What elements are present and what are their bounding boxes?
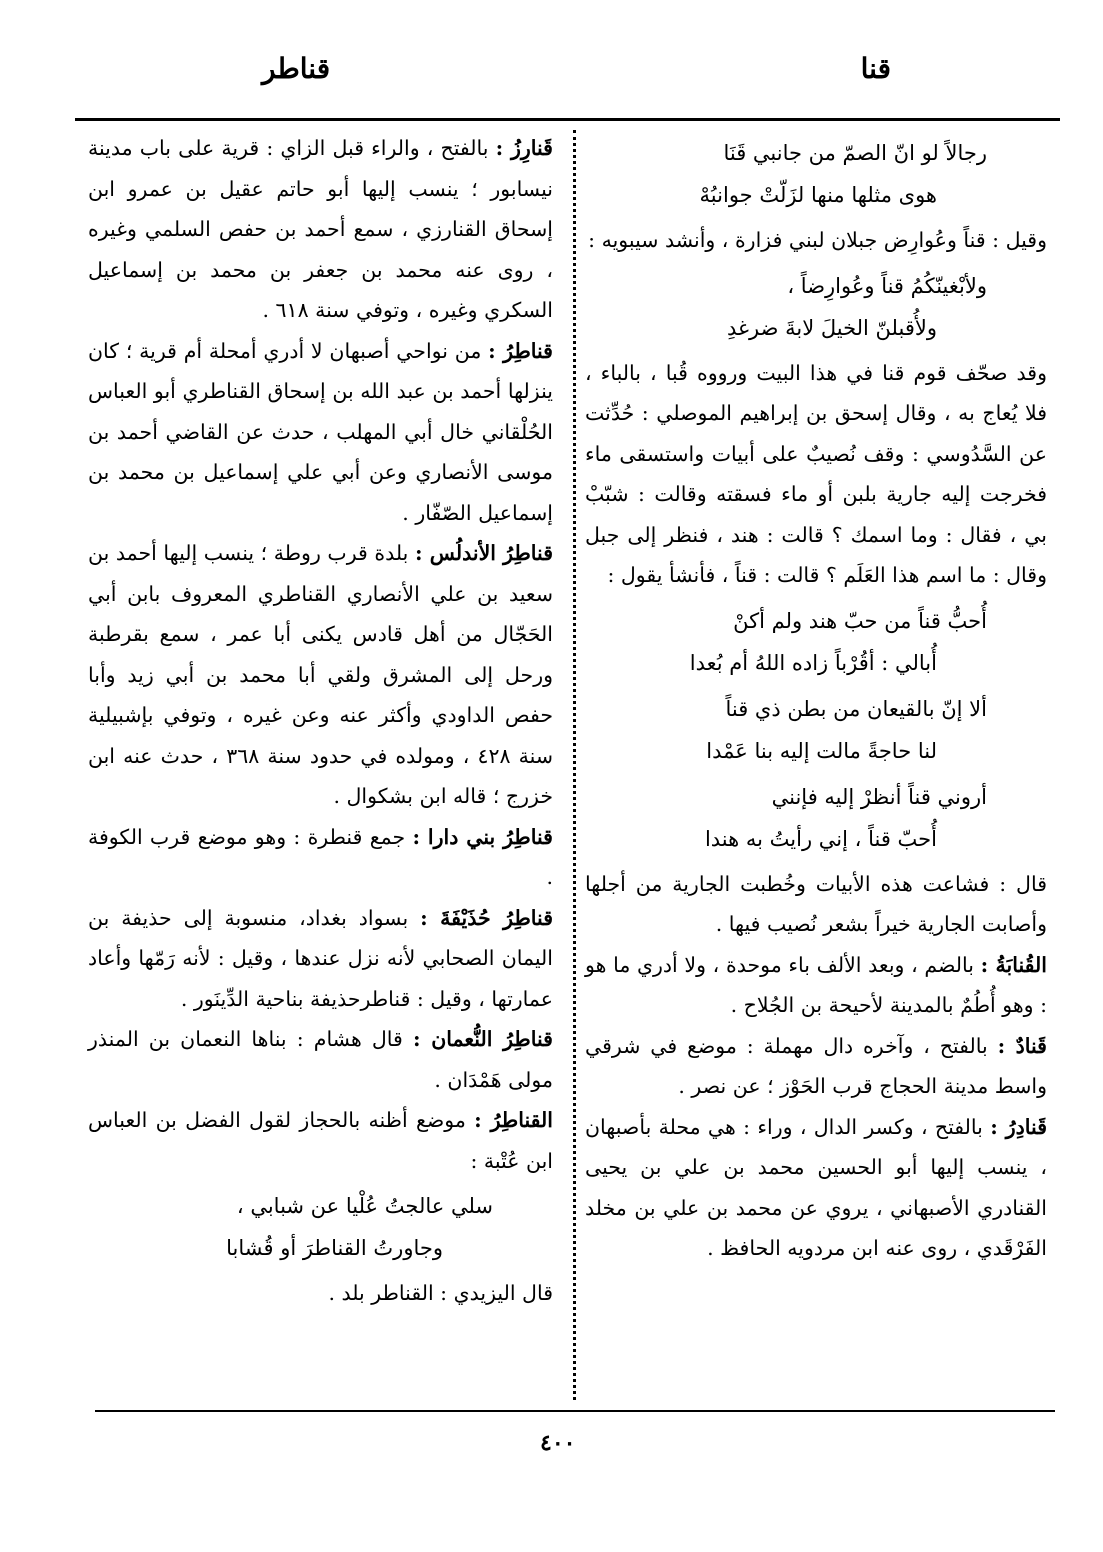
entry-text: بلدة قرب روطة ؛ ينسب إليها أحمد بن سعيد بن علي الأنصاري القناطري المعروف بابن أبي الحَجّال من أهل قادس يكنى أبا عمر ، سمع بقرطبة ورحل إلى المشرق ولقي أبا محمد بن أبي زيد وأبا حفص الداودي وأكثر عنه وعن غيره ، وتوفي بإشبيلية سنة ٤٢٨ ، ومولده في حدود سنة ٣٦٨ ، حدث عنه ابن خزرج ؛ قاله ابن بشكوال .	[88, 541, 553, 808]
verse	[585, 132, 1047, 216]
dictionary-entry	[88, 533, 553, 817]
entry-headword: قناطِرُ :	[488, 338, 553, 363]
verse-line: ولأُقبلنّ الخيلَ لابةَ ضرغدِ	[727, 315, 937, 340]
entry-text: موضع أظنه بالحجاز لقول الفضل بن العباس ابن عُتْبة :	[88, 1108, 553, 1173]
right-column	[585, 128, 1047, 1269]
top-rule	[75, 118, 1060, 121]
verse-line: أُبالي : أقُرْباً زاده اللهُ أم بُعدا	[689, 650, 937, 675]
entry-text: جمع قنطرة : وهو موضع قرب الكوفة .	[88, 824, 553, 889]
dictionary-entry	[88, 817, 553, 898]
dictionary-entry	[88, 128, 553, 331]
entry-headword: قَنادٌ :	[997, 1033, 1047, 1058]
entry-headword: قناطِرُ حُذَيْفَةَ :	[420, 905, 553, 930]
bottom-rule	[95, 1410, 1055, 1412]
dictionary-entry	[585, 945, 1047, 1026]
verse-line: رجالاً لو انّ الصمّ من جانبي قَنَا	[723, 141, 987, 165]
verse	[585, 265, 1047, 349]
verse	[585, 688, 1047, 772]
dictionary-entry	[88, 1019, 553, 1100]
paragraph: وقيل : قناً وعُوارِض جبلان لبني فزارة ، وأنشد سيبويه :	[588, 228, 1047, 252]
entry-headword: قناطِرُ النُّعمان :	[412, 1027, 553, 1051]
entry-text: بالضم ، وبعد الألف باء موحدة ، ولا أدري ما هو : وهو أُطُمٌ بالمدينة لأحيحة بن الجُلاح .	[585, 952, 1047, 1017]
verse-line: ألا إنّ بالقيعان من بطن ذي قناً	[725, 696, 987, 721]
verse-line: أُحبّ قناً ، إني رأيتُ به هندا	[704, 826, 937, 851]
entry-headword: قَنادِرُ :	[990, 1114, 1047, 1139]
verse-line: هوى مثلها منها لزَلّتْ جوانبُهْ	[699, 183, 937, 207]
entry-text: من نواحي أصبهان لا أدري أمحلة أم قرية ؛ كان ينزلها أحمد بن عبد الله بن إسحاق القناطري أبو العباس الحُلْقاني خال أبي المهلب ، حدث عن القاضي أحمد بن موسى الأنصاري وعن أبي علي إسماعيل بن محمد بن إسماعيل الصّفّار .	[88, 338, 553, 525]
entry-text: بالفتح ، وكسر الدال ، وراء : هي محلة بأصبهان ، ينسب إليها أبو الحسين محمد بن علي بن يحيى القنادري الأصبهاني ، يروي عن محمد بن علي بن مخلد الفَرْقَدي ، روى عنه ابن مردويه الحافظ .	[585, 1114, 1047, 1260]
verse-line: سلي عالجتُ عُلْيا عن شبابي ،	[236, 1194, 493, 1218]
running-head-left: قناطر	[262, 52, 331, 85]
entry-headword: قناطِرُ بني دارا :	[412, 824, 553, 849]
dictionary-entry	[88, 331, 553, 534]
entry-text: قال هشام : بناها النعمان بن المنذر مولى هَمْدَان .	[88, 1027, 553, 1092]
entry-headword: قناطِرُ الأندلُس :	[414, 541, 553, 565]
paragraph: قال : فشاعت هذه الأبيات وخُطبت الجارية من أجلها وأصابت الجارية خيراً بشعر نُصيب فيها .	[585, 871, 1047, 936]
running-head-right: قنا	[860, 52, 891, 85]
dictionary-entry	[585, 1026, 1047, 1107]
column-divider	[573, 130, 576, 1400]
verse-line: وجاورتُ القناطرَ أو قُشابا	[226, 1236, 443, 1260]
left-column	[88, 128, 553, 1314]
paragraph: وقد صحّف قوم قنا في هذا البيت ورووه قُبا ، بالباء ، فلا يُعاج به ، وقال إسحق بن إبراهيم الموصلي : حُدِّثت عن السَّدُوسي : وقف نُصيبٌ على أبيات واستسقى ماء فخرجت إليه جارية بلبن أو ماء فسقته وقالت : شبّبْ بي ، فقال : وما اسمك ؟ قالت : هند ، فنظر إلى جبل وقال : ما اسم هذا العَلَم ؟ قالت : قناً ، فأنشأ يقول :	[585, 360, 1047, 587]
entry-text: بسواد بغداد، منسوبة إلى حذيفة بن اليمان الصحابي لأنه نزل عندها ، وقيل : لأنه رَمّها وأعاد عمارتها ، وقيل : قناطرحذيفة بناحية الدِّينَور .	[88, 905, 553, 1011]
entry-text: بالفتح ، وآخره دال مهملة : موضع في شرقي واسط مدينة الحجاج قرب الحَوْز ؛ عن نصر .	[585, 1033, 1047, 1098]
entry-headword: قَنارِزُ :	[495, 136, 553, 160]
page-number: ٤٠٠	[540, 1430, 576, 1456]
verse	[585, 776, 1047, 860]
entry-text: بالفتح ، والراء قبل الزاي : قرية على باب مدينة نيسابور ؛ ينسب إليها أبو حاتم عقيل بن عمرو ابن إسحاق القنارزي ، سمع أحمد بن حفص السلمي وغيره ، روى عنه محمد بن جعفر بن محمد بن إسماعيل السكري وغيره ، وتوفي سنة ٦١٨ .	[88, 136, 553, 322]
paragraph: قال اليزيدي : القناطر بلد .	[328, 1281, 553, 1305]
verse-line: أُحبُّ قناً من حبّ هند ولم أكنْ	[733, 608, 987, 633]
dictionary-entry	[88, 898, 553, 1020]
dictionary-entry	[88, 1100, 553, 1181]
verse-line: ولأبْغينّكُمُ قناً وعُوارِضاً ،	[787, 273, 987, 298]
verse-line: أروني قناً أنظرْ إليه فإنني	[771, 784, 987, 809]
dictionary-entry	[585, 1107, 1047, 1269]
entry-headword: القُنابَةُ :	[980, 952, 1047, 977]
verse	[88, 1185, 553, 1269]
entry-headword: القناطِرُ :	[474, 1108, 553, 1132]
verse	[585, 600, 1047, 684]
verse-line: لنا حاجةً مالت إليه بنا عَمْدا	[706, 738, 937, 763]
